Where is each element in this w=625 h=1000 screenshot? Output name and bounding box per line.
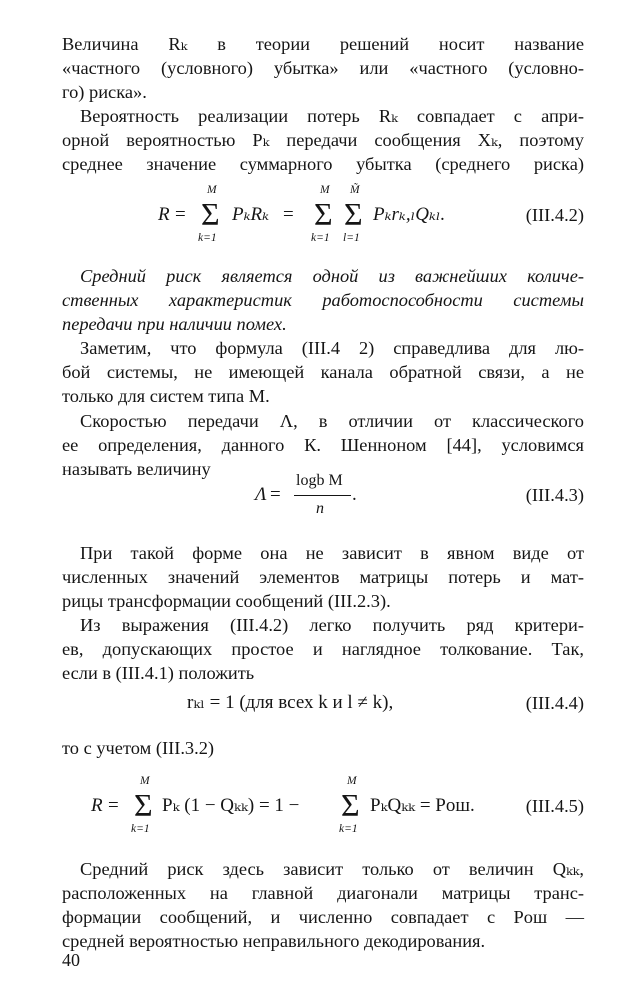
text-line: называть величину [62, 459, 211, 479]
text-line: только для систем типа M. [62, 386, 270, 406]
text-line: Средний риск здесь зависит только от величин Qₖₖ, [80, 859, 584, 879]
text-line: Средний риск является одной из важнейших количе- [80, 266, 584, 286]
eq3-period: . [352, 484, 357, 505]
equation-number: (III.4.2) [525, 205, 584, 225]
text-line: расположенных на главной диагонали матрицы транс- [62, 883, 584, 903]
text-line: среднее значение суммарного убытка (среднего риска) [62, 154, 584, 174]
eq2-upper-limit: M [320, 184, 330, 196]
equation-number: (III.4.5) [525, 796, 584, 816]
eq5-lhs: R [91, 795, 103, 816]
eq2-upper-limit: M [207, 184, 217, 196]
text-line: то с учетом (III.3.2) [62, 738, 215, 758]
text-line: средней вероятностью неправильного декодирования. [62, 931, 486, 951]
eq5-equals: = [108, 795, 119, 816]
text-line: бой системы, не имеющей канала обратной связи, а не [62, 362, 584, 382]
text-line: ственных характеристик работоспособности системы [62, 290, 584, 310]
eq2-upper-limit: M̃ [350, 184, 360, 196]
text-line: Скоростью передачи Λ, в отличии от классического [80, 411, 584, 431]
eq3-lhs: Λ [255, 484, 267, 505]
text-line: рицы трансформации сообщений (III.2.3). [62, 591, 391, 611]
eq3-equals: = [270, 484, 281, 505]
text-line: если в (III.4.1) положить [62, 663, 255, 683]
eq2-rhs: Pₖrₖ,ₗQₖₗ. [373, 204, 446, 225]
sigma-symbol: Σ [134, 787, 153, 823]
text-line: Величина Rₖ в теории решений носит название [62, 34, 584, 54]
eq5-part1: Pₖ (1 − Qₖₖ) = 1 − [162, 795, 300, 816]
sigma-symbol: Σ [201, 196, 220, 232]
eq5-lower-limit: k=1 [339, 823, 358, 835]
eq5-upper-limit: M [140, 775, 150, 787]
eq2-lower-limit: l=1 [343, 232, 360, 244]
eq5-lower-limit: k=1 [131, 823, 150, 835]
eq2-equals: = [175, 204, 186, 225]
equation-number: (III.4.3) [525, 485, 584, 505]
text-line: передачи при наличии помех. [62, 314, 287, 334]
text-line: го) риска». [62, 82, 147, 102]
text-line: Вероятность реализации потерь Rₖ совпадает с апри- [80, 106, 584, 126]
equation-number: (III.4.4) [525, 693, 584, 713]
eq2-lower-limit: k=1 [198, 232, 217, 244]
eq2-lhs: R [158, 204, 170, 225]
text-line: При такой форме она не зависит в явном виде от [80, 543, 584, 563]
sigma-symbol: Σ [314, 196, 333, 232]
text-line: ев, допускающих простое и наглядное толкование. Так, [62, 639, 584, 659]
text-line: Из выражения (III.4.2) легко получить ряд критери- [80, 615, 584, 635]
text-line: численных значений элементов матрицы потерь и мат- [62, 567, 584, 587]
page-number: 40 [62, 950, 80, 970]
sigma-symbol: Σ [344, 196, 363, 232]
text-line: формации сообщений, и численно совпадает с Pош — [62, 907, 584, 927]
text-line: Заметим, что формула (III.4 2) справедлива для лю- [80, 338, 584, 358]
text-line: ее определения, данного К. Шенноном [44], условимся [62, 435, 584, 455]
eq5-upper-limit: M [347, 775, 357, 787]
eq4-body: rₖₗ = 1 (для всех k и l ≠ k), [187, 692, 394, 713]
eq3-denominator: n [316, 500, 324, 517]
eq3-numerator: logb M [296, 472, 343, 489]
eq5-part2: PₖQₖₖ = Pош. [370, 795, 475, 816]
sigma-symbol: Σ [341, 787, 360, 823]
text-line: «частного (условного) убытка» или «частного (условно- [62, 58, 584, 78]
eq2-equals: = [283, 204, 294, 225]
eq2-mid: PₖRₖ [232, 204, 270, 225]
eq2-lower-limit: k=1 [311, 232, 330, 244]
text-line: орной вероятностью Pₖ передачи сообщения Xₖ, поэтому [62, 130, 584, 150]
